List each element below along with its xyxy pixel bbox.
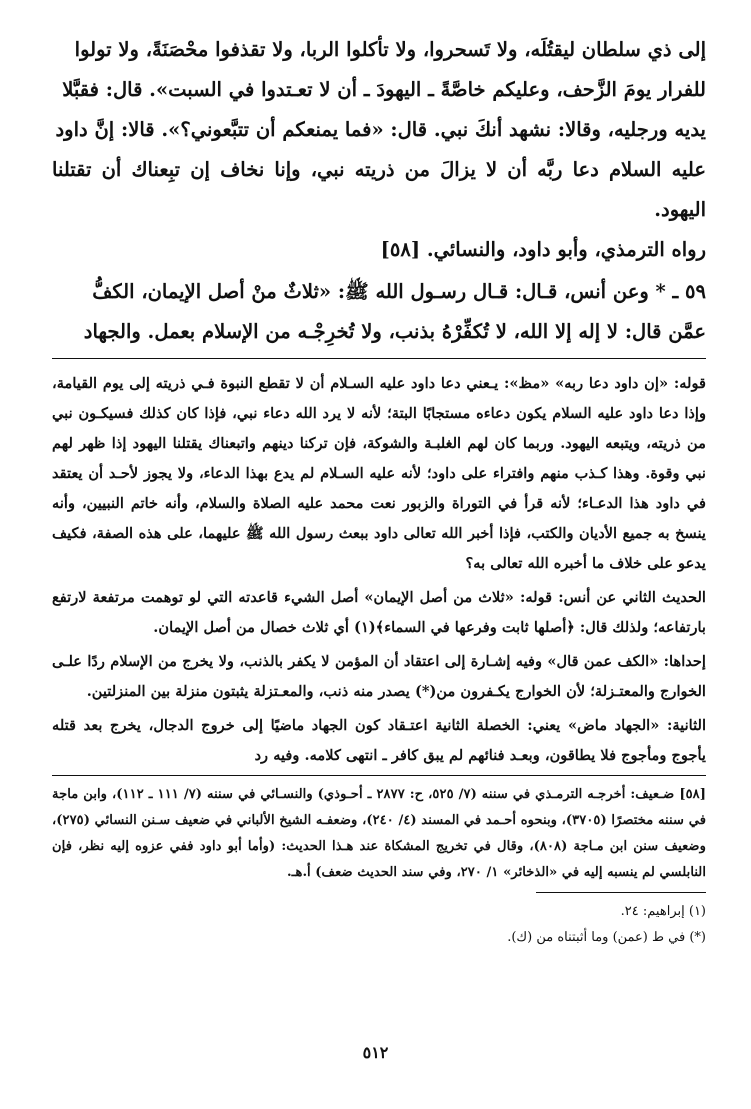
commentary-block: [52, 369, 706, 771]
hadith-58-line-2: للفرار يومَ الزَّحف، وعليكم خاصَّةً ـ اليهودَ ـ أن لا تعـتدوا في السبت». قال: فقبَّلا: [62, 78, 706, 101]
takhrij-footnote: [52, 782, 706, 886]
hadith-58-line-5: رواه الترمذي، وأبو داود، والنسائي. [٥٨]: [380, 238, 706, 261]
hadith-text-block: [52, 30, 706, 352]
note-1: (١) إبراهيم: ٢٤.: [620, 904, 706, 919]
commentary-paragraph: الثانية: «الجهاد ماض» يعني: الخصلة الثانية اعتـقاد كون الجهاد ماضيًا إلى خروج الدجال، يخرج بعد قتله يأجوج ومأجوج فلا يطاقون، وبعـد فنائهم لم يبق كافر ـ انتهى كلامه. وفيه رد: [52, 717, 706, 764]
footnote-divider: [52, 775, 706, 776]
notes-block: [52, 899, 706, 951]
hadith-58-line-3: يديه ورجليه، وقالا: نشهد أنكَ نبي. قال: «فما يمنعكم أن تتبَّعوني؟». قالا: إنَّ داود: [55, 118, 706, 141]
hadith-58-line-4: عليه السلام دعا ربَّه أن لا يزالَ من ذريته نبي، وإنا نخاف إن تبِعناك أن تقتلنا اليهود.: [52, 158, 706, 221]
page-content: [52, 30, 706, 951]
takhrij-text: [٥٨] ضـعيف: أخرجـه الترمـذي في سننه (٧/ ٥٢٥، ح: ٢٨٧٧ ـ أحـوذي) والنسـائي في سننه (٧/ ١١١ ـ ١١٢)، وابن ماجة في سننه مختصرًا (٣٧٠٥)، وبنحوه أحـمد في المسند (٤/ ٢٤٠)، وضعفـه الشيخ الألباني في ضعيف سـنن النسائي (٢٧٥)، وضعيف سنن ابن مـاجة (٨٠٨)، وقال في تخريج المشكاة عند هـذا الحديث: (وأما أبو داود ففي عزوه إليه نظر، فإن النابلسي لم ينسبه إليه في «الذخائر» ١/ ٢٧٠، وفي سند الحديث ضعف) أ.هـ.: [52, 787, 707, 880]
commentary-paragraph: الحديث الثاني عن أنس: قوله: «ثلاث من أصل الإيمان» أصل الشيء قاعدته التي لو توهمت مرتفعة لارتفع بارتفاعه؛ ولذلك قال: ﴿أصلها ثابت وفرعها في السماء﴾(١) أي ثلاث خصال من أصل الإيمان.: [52, 589, 706, 636]
page-number: ٥١٢: [362, 1043, 389, 1062]
commentary-paragraph: إحداها: «الكف عمن قال» وفيه إشـارة إلى اعتقاد أن المؤمن لا يكفر بالذنب، ولا يخرج من الإسلام ردًا علـى الخوارج والمعتـزلة؛ لأن الخوارج يكـفرون من(*) يصدر منه ذنب، والمعـتزلة يثبتون منزلة بين المنزلتين.: [52, 653, 706, 700]
commentary-paragraph: قوله: «إن داود دعا ربه» «مظ»: يـعني دعا داود عليه السـلام أن لا تقطع النبوة فـي ذريته إلى يوم القيامة، وإذا دعا داود عليه السلام يكون دعاءه مستجابًا البتة؛ لأنه لا يرد الله دعاء نبي، فإذا كان كذلك فسيكـون نبي من ذريته، ويتبعه اليهود. وربما كان لهم الغلبـة والشوكة، فإن تركنا دينهم واتبعناك يقتلنا اليهود إذا ظهر لهم نبي وقوة. وهذا كـذب منهم وافتراء على داود؛ لأنه عليه السـلام لم يدع بهذا الدعاء، ولا يجوز لأحـد أن يعتقد في داود هذا الدعـاء؛ لأنه قرأ في التوراة والزبور نعت محمد عليه الصلاة والسلام، وأنه خاتم النبيين، وأنه ينسخ به جميع الأديان والكتب، فإذا أخبر الله تعالى داود ببعث رسول الله ﷺ عليهما، على هذه الصفة، فكيف يدعو على خلاف ما أخبره الله تعالى به؟: [52, 375, 706, 572]
hadith-58-line-1: إلى ذي سلطان ليقتُلَه، ولا تَسحروا، ولا تأكلوا الربا، ولا تقذفوا محْصَنَةً، ولا تولوا: [74, 38, 706, 61]
notes-divider: [536, 892, 706, 893]
note-2: (*) في ط (عمن) وما أثبتناه من (ك).: [507, 930, 706, 945]
section-divider: [52, 358, 706, 359]
hadith-59-line-1: ٥٩ ـ * وعن أنس، قـال: قـال رسـول الله ﷺ: «ثلاثٌ منْ أصل الإيمان، الكفُّ: [92, 280, 706, 303]
hadith-59-line-2: عمَّن قال: لا إله إلا الله، لا تُكفِّرْهُ بذنب، ولا تُخرِجْـه من الإسلام بعمل. والجهاد: [83, 320, 706, 343]
